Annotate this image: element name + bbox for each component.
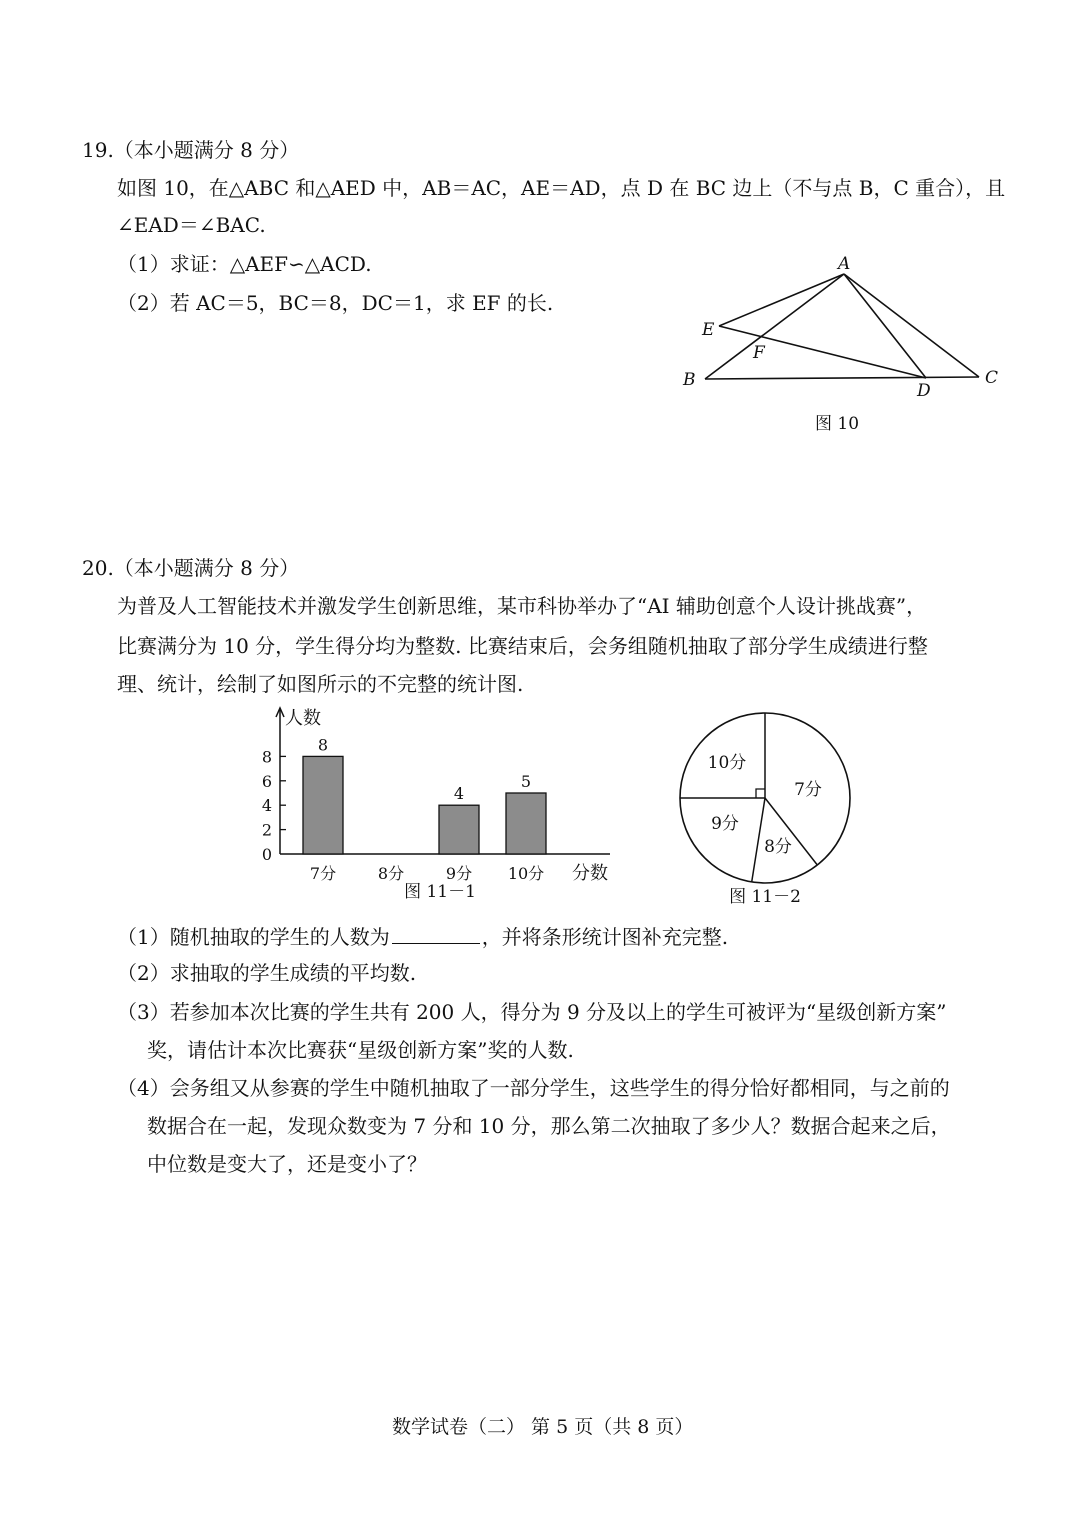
- q19-stem-line1: 如图 10，在△ABC 和△AED 中，AB＝AC，AE＝AD，点 D 在 BC 边上（不与点 B，C 重合），且: [117, 176, 1006, 200]
- figure-10-diagram: [670, 248, 1030, 403]
- q20-stem-line1: 为普及人工智能技术并激发学生创新思维，某市科协举办了“AI 辅助创意个人设计挑战赛”，: [117, 594, 927, 618]
- x-axis-label: 分数: [572, 863, 608, 884]
- q19-part1: （1）求证：△AEF∽△ACD.: [117, 252, 372, 276]
- figure-10-caption: 图 10: [815, 414, 860, 434]
- right-angle-marker: [756, 789, 765, 798]
- q20-part4-line2: 数据合在一起，发现众数变为 7 分和 10 分，那么第二次抽取了多少人？数据合起来之后，: [147, 1114, 951, 1138]
- y-tick-label: 6: [261, 771, 272, 791]
- pie-slice-label: 7分: [794, 780, 822, 800]
- page-footer: 数学试卷（二） 第 5 页（共 8 页）: [392, 1416, 694, 1438]
- bar-chart-figure-11-1: [250, 700, 630, 900]
- label-point-b: B: [683, 370, 696, 390]
- segment-BC: [705, 377, 979, 379]
- x-tick-label: 9分: [445, 864, 473, 883]
- answer-blank[interactable]: [392, 925, 480, 944]
- pie-slice-label: 8分: [764, 837, 792, 857]
- q20-stem-line3: 理、统计，绘制了如图所示的不完整的统计图.: [117, 672, 524, 696]
- label-point-c: C: [985, 368, 999, 388]
- x-tick-label: 8分: [377, 864, 405, 883]
- segment-AB: [705, 274, 844, 379]
- label-point-e: E: [702, 320, 715, 340]
- y-tick-label: 0: [261, 845, 272, 864]
- segment-AC: [844, 274, 979, 377]
- bar-data-label: 8: [317, 735, 329, 755]
- q20-part1-text-a: （1）随机抽取的学生的人数为: [117, 925, 390, 949]
- q20-part2: （2）求抽取的学生成绩的平均数.: [117, 961, 417, 985]
- segment-ED: [719, 326, 926, 378]
- y-tick-label: 2: [261, 820, 272, 840]
- bar-data-label: 4: [453, 784, 465, 804]
- x-tick-label: 7分: [309, 864, 337, 883]
- label-point-d: D: [917, 381, 931, 401]
- x-tick-label: 10分: [507, 864, 545, 883]
- segment-AE: [719, 274, 844, 326]
- chart-caption: 图 11－1: [404, 882, 476, 900]
- bar-data-label: 5: [520, 772, 532, 791]
- bar: [303, 756, 343, 854]
- q19-stem-line2: ∠EAD＝∠BAC.: [117, 213, 266, 237]
- q20-stem-line2: 比赛满分为 10 分，学生得分均为整数. 比赛结束后，会务组随机抽取了部分学生成绩进行整: [117, 634, 928, 658]
- q20-header: 20.（本小题满分 8 分）: [82, 556, 300, 580]
- pie-slice-label: 9分: [711, 814, 739, 834]
- q20-part4-line1: （4）会务组又从参赛的学生中随机抽取了一部分学生，这些学生的得分恰好都相同，与之前的: [117, 1076, 950, 1100]
- label-point-f: F: [753, 343, 765, 363]
- q20-part3-line1: （3）若参加本次比赛的学生共有 200 人，得分为 9 分及以上的学生可被评为“星级创新方案”: [117, 1000, 947, 1024]
- q20-part1: [117, 925, 728, 947]
- label-point-a: A: [838, 254, 851, 274]
- segment-AD: [844, 274, 926, 378]
- bar: [506, 793, 546, 854]
- y-axis-label: 人数: [285, 708, 321, 729]
- q19-header: 19.（本小题满分 8 分）: [82, 138, 300, 162]
- bar: [439, 805, 479, 854]
- pie-chart-figure-11-2: [670, 705, 860, 905]
- y-tick-label: 4: [261, 796, 272, 816]
- pie-slice-boundary: [752, 798, 765, 882]
- q19-part2: （2）若 AC＝5，BC＝8，DC＝1，求 EF 的长.: [117, 291, 554, 315]
- chart-caption: 图 11－2: [729, 887, 801, 905]
- q20-part4-line3: 中位数是变大了，还是变小了？: [147, 1152, 427, 1176]
- q20-part1-text-b: ，并将条形统计图补充完整.: [481, 925, 729, 949]
- y-tick-label: 8: [261, 747, 272, 767]
- q20-part3-line2: 奖，请估计本次比赛获“星级创新方案”奖的人数.: [147, 1038, 574, 1062]
- pie-slice-label: 10分: [707, 753, 747, 773]
